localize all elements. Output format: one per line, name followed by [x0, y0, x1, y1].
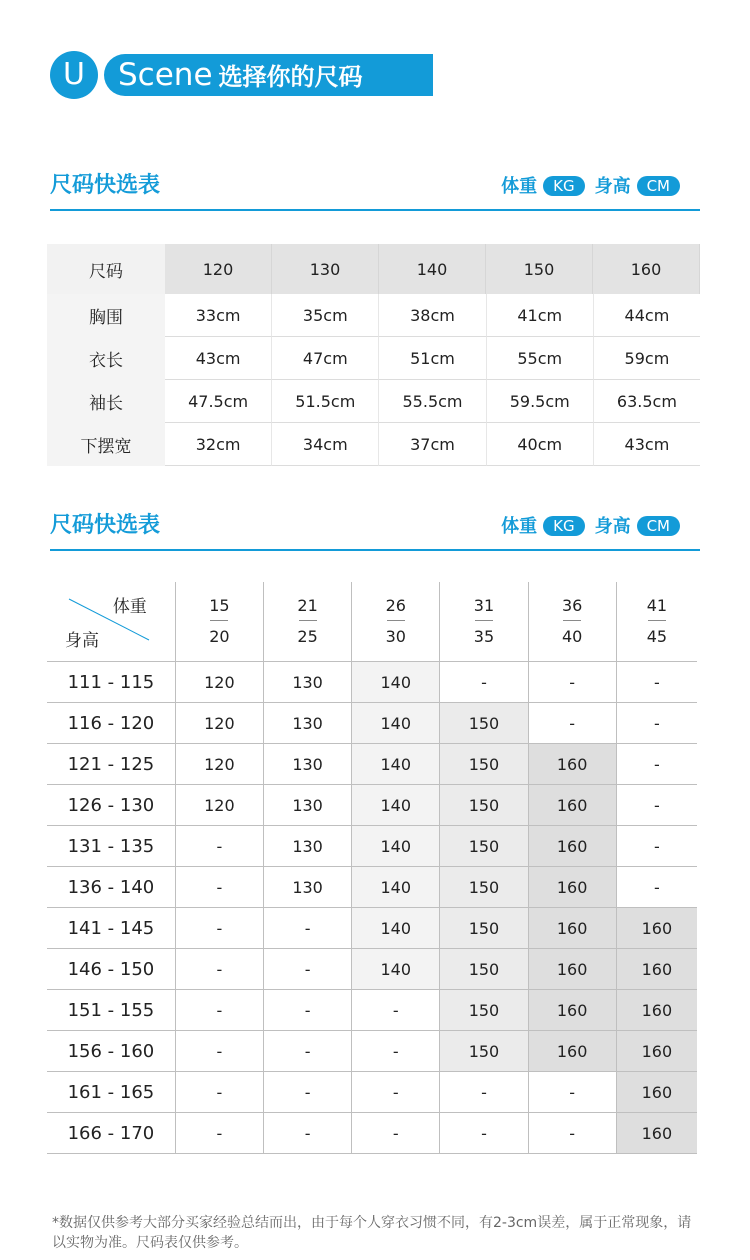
table-row — [47, 1113, 697, 1154]
size-lookup-header — [47, 582, 697, 662]
height-range-label: 166 - 170 — [47, 1113, 176, 1153]
size-cell: 120 — [176, 662, 264, 702]
measurement-cell: 47cm — [272, 337, 379, 380]
size-cell: 140 — [352, 949, 440, 989]
weight-label: 体重 — [501, 176, 538, 197]
measurement-cell: 40cm — [487, 423, 594, 466]
measurement-row — [47, 423, 700, 466]
size-cell: 150 — [440, 744, 528, 784]
size-cell: - — [352, 1072, 440, 1112]
size-cell: 150 — [440, 785, 528, 825]
size-cell: 130 — [264, 785, 352, 825]
size-cell: - — [176, 990, 264, 1030]
size-header-cell: 140 — [379, 244, 486, 294]
measurement-cell: 38cm — [379, 294, 486, 337]
size-cell: 140 — [352, 662, 440, 702]
weight-unit-badge: KG — [543, 176, 584, 196]
measurement-cell: 37cm — [379, 423, 486, 466]
table-row — [47, 990, 697, 1031]
measurement-row — [47, 337, 700, 380]
size-header-cell: 120 — [165, 244, 272, 294]
chest-value: 30 — [385, 627, 406, 646]
size-cell: 140 — [352, 703, 440, 743]
fraction-bar — [210, 620, 228, 621]
brand-name: Scene — [118, 57, 213, 93]
size-cell: - — [176, 1113, 264, 1153]
size-cell: 160 — [617, 1072, 697, 1112]
table-row — [47, 949, 697, 990]
page-title: 选择你的尺码 — [218, 63, 363, 91]
size-cell: 150 — [440, 703, 528, 743]
table-row — [47, 662, 697, 703]
measurement-cell: 43cm — [165, 337, 272, 380]
weight-value: 15 — [209, 596, 230, 615]
size-cell: - — [176, 867, 264, 907]
table-row — [47, 744, 697, 785]
weight-label: 体重 — [501, 516, 538, 537]
measurement-table — [47, 244, 700, 466]
size-cell: - — [529, 1113, 617, 1153]
size-cell: - — [352, 1031, 440, 1071]
measurement-label: 衣长 — [47, 337, 165, 380]
size-cell: 130 — [264, 867, 352, 907]
measurement-row — [47, 380, 700, 423]
section-divider — [50, 549, 700, 551]
weight-value: 36 — [561, 596, 583, 615]
fraction-bar — [299, 620, 317, 621]
fraction-bar — [475, 620, 493, 621]
size-cell: 130 — [264, 826, 352, 866]
section-header-quick-chart — [50, 508, 700, 552]
size-cell: 160 — [529, 744, 617, 784]
size-cell: - — [653, 754, 660, 774]
section-divider — [50, 209, 700, 211]
size-cell: 160 — [529, 1031, 617, 1071]
size-cell: - — [264, 1113, 352, 1153]
measurement-row — [47, 294, 700, 337]
corner-weight-label: 体重 — [112, 597, 147, 617]
table-row — [47, 1031, 697, 1072]
measurement-label: 胸围 — [47, 294, 165, 337]
size-cell: 130 — [264, 703, 352, 743]
height-range-label: 146 - 150 — [47, 949, 176, 989]
measurement-cell: 47.5cm — [165, 380, 272, 423]
chest-value: 35 — [473, 627, 495, 646]
height-range-label: 131 - 135 — [47, 826, 176, 866]
measurement-cell: 55.5cm — [379, 380, 486, 423]
height-range-label: 156 - 160 — [47, 1031, 176, 1071]
size-cell: 120 — [176, 744, 264, 784]
size-cell: - — [176, 949, 264, 989]
size-cell: - — [176, 1031, 264, 1071]
size-cell: - — [264, 1031, 352, 1071]
fraction-bar — [563, 620, 581, 621]
measurement-cell: 34cm — [272, 423, 379, 466]
measurement-table-header — [47, 244, 700, 294]
weight-value: 41 — [646, 596, 668, 615]
size-cell: - — [529, 703, 617, 743]
size-cell: 150 — [440, 867, 528, 907]
height-range-label: 141 - 145 — [47, 908, 176, 948]
measurement-label: 下摆宽 — [47, 423, 165, 466]
size-cell: 160 — [529, 867, 617, 907]
fraction-bar — [387, 620, 405, 621]
size-cell: 160 — [617, 990, 697, 1030]
size-cell: 160 — [529, 785, 617, 825]
size-cell: 140 — [352, 785, 440, 825]
size-cell: - — [529, 662, 617, 702]
weight-header-cell — [617, 582, 697, 661]
size-cell: 140 — [352, 744, 440, 784]
size-header-cell: 160 — [593, 244, 700, 294]
size-cell: - — [653, 836, 660, 856]
height-range-label: 111 - 115 — [47, 662, 176, 702]
logo-banner — [104, 54, 433, 96]
measurement-cell: 63.5cm — [594, 380, 700, 423]
size-cell: 140 — [352, 867, 440, 907]
weight-value: 21 — [297, 596, 318, 615]
corner-height-label: 身高 — [65, 631, 99, 651]
size-cell: 150 — [440, 826, 528, 866]
size-cell: - — [176, 908, 264, 948]
height-label: 身高 — [594, 516, 631, 537]
size-corner-label: 尺码 — [47, 244, 165, 294]
size-header-cell: 150 — [486, 244, 593, 294]
height-label: 身高 — [594, 176, 631, 197]
measurement-cell: 51cm — [379, 337, 486, 380]
size-cell: - — [264, 1072, 352, 1112]
size-cell: 150 — [440, 949, 528, 989]
size-cell: - — [352, 1113, 440, 1153]
table-row — [47, 703, 697, 744]
size-cell: - — [352, 990, 440, 1030]
weight-header-cell — [264, 582, 352, 661]
size-cell: - — [653, 877, 660, 897]
size-cell: - — [529, 1072, 617, 1112]
height-range-label: 161 - 165 — [47, 1072, 176, 1112]
size-cell: 130 — [264, 744, 352, 784]
size-cell: 160 — [617, 949, 697, 989]
size-cell: 160 — [617, 908, 697, 948]
logo-letter: U — [50, 51, 98, 99]
weight-header-cell — [440, 582, 528, 661]
size-cell: - — [176, 826, 264, 866]
measurement-cell: 55cm — [487, 337, 594, 380]
size-cell: 140 — [352, 826, 440, 866]
size-cell: - — [440, 1072, 528, 1112]
size-cell: 140 — [352, 908, 440, 948]
measurement-cell: 59.5cm — [487, 380, 594, 423]
height-range-label: 121 - 125 — [47, 744, 176, 784]
size-lookup-table — [47, 582, 697, 1154]
size-cell: 160 — [617, 1031, 697, 1071]
measurement-cell: 44cm — [594, 294, 700, 337]
size-cell: 160 — [617, 1113, 697, 1153]
size-cell: 160 — [529, 826, 617, 866]
chest-value: 25 — [297, 627, 318, 646]
height-range-label: 136 - 140 — [47, 867, 176, 907]
weight-header-cell — [176, 582, 264, 661]
size-cell: - — [440, 1113, 528, 1153]
size-header-cell: 130 — [272, 244, 379, 294]
measurement-cell: 41cm — [487, 294, 594, 337]
weight-value: 31 — [473, 596, 495, 615]
size-cell: 150 — [440, 908, 528, 948]
measurement-cell: 33cm — [165, 294, 272, 337]
size-cell: - — [176, 1072, 264, 1112]
size-cell: 150 — [440, 1031, 528, 1071]
size-cell: 160 — [529, 990, 617, 1030]
measurement-cell: 32cm — [165, 423, 272, 466]
measurement-cell: 43cm — [594, 423, 700, 466]
table-row — [47, 908, 697, 949]
size-cell: 120 — [176, 785, 264, 825]
height-unit-badge: CM — [637, 176, 680, 196]
units-legend — [501, 512, 680, 538]
size-cell: 150 — [440, 990, 528, 1030]
fraction-bar — [648, 620, 666, 621]
size-cell: 160 — [529, 949, 617, 989]
weight-header-cell — [352, 582, 440, 661]
size-cell: 160 — [529, 908, 617, 948]
units-legend — [501, 172, 680, 198]
weight-unit-badge: KG — [543, 516, 584, 536]
table-row — [47, 1072, 697, 1113]
section-title: 尺码快选表 — [50, 513, 161, 538]
measurement-label: 袖长 — [47, 380, 165, 423]
weight-value: 26 — [385, 596, 406, 615]
height-unit-badge: CM — [637, 516, 680, 536]
table-row — [47, 867, 697, 908]
height-range-label: 126 - 130 — [47, 785, 176, 825]
size-cell: 120 — [176, 703, 264, 743]
size-cell: - — [264, 990, 352, 1030]
size-cell: - — [653, 713, 660, 733]
table-row — [47, 826, 697, 867]
measurement-cell: 59cm — [594, 337, 700, 380]
footnote: *数据仅供参考大部分买家经验总结而出，由于每个人穿衣习惯不同，有2-3cm误差，属于正常现象，请以实物为准。尺码表仅供参考。 — [52, 1215, 692, 1251]
measurement-cell: 51.5cm — [272, 380, 379, 423]
chest-value: 20 — [209, 627, 230, 646]
size-cell: 130 — [264, 662, 352, 702]
table-row — [47, 785, 697, 826]
measurement-cell: 35cm — [272, 294, 379, 337]
height-range-label: 151 - 155 — [47, 990, 176, 1030]
weight-header-cell — [529, 582, 617, 661]
size-cell: - — [440, 662, 528, 702]
size-cell: - — [264, 949, 352, 989]
section-header-size-chart — [50, 168, 700, 212]
size-cell: - — [653, 795, 660, 815]
height-range-label: 116 - 120 — [47, 703, 176, 743]
chest-value: 45 — [646, 627, 668, 646]
section-title: 尺码快选表 — [50, 173, 161, 198]
corner-cell — [47, 582, 176, 661]
size-cell: - — [653, 672, 660, 692]
chest-value: 40 — [561, 627, 583, 646]
size-cell: - — [264, 908, 352, 948]
